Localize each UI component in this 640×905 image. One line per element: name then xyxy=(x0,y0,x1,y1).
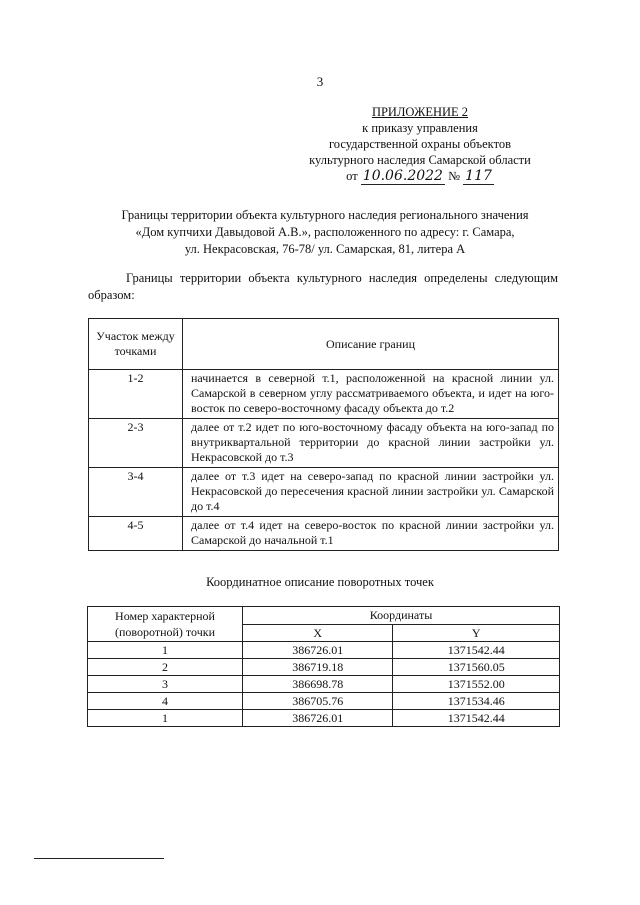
table-row xyxy=(89,517,559,551)
point-cell: 1 xyxy=(88,642,243,659)
intro-paragraph: Границы территории объекта культурного наследия определены следующим образом: xyxy=(88,271,558,302)
description-cell: далее от т.4 идет на северо-восток по красной линии застройки ул. Самарской до начальной т.1 xyxy=(183,517,559,551)
x-cell: 386726.01 xyxy=(243,710,393,727)
document-heading xyxy=(60,207,590,258)
appendix-line: государственной охраны объектов xyxy=(328,137,512,151)
segment-header: Участок между точками xyxy=(89,319,183,370)
heading-line: Границы территории объекта культурного наследия регионального значения xyxy=(121,208,529,222)
table-row xyxy=(89,468,559,517)
appendix-line: к приказу управления xyxy=(362,121,478,135)
coordinates-table xyxy=(87,606,560,727)
table-row xyxy=(88,710,560,727)
segment-cell: 2-3 xyxy=(89,419,183,468)
y-cell: 1371542.44 xyxy=(393,642,560,659)
point-cell: 4 xyxy=(88,693,243,710)
page-number: 3 xyxy=(316,74,324,89)
x-cell: 386726.01 xyxy=(243,642,393,659)
table-row xyxy=(89,370,559,419)
x-cell: 386698.78 xyxy=(243,676,393,693)
table-row xyxy=(89,419,559,468)
from-label: от xyxy=(346,169,358,183)
heading-line: ул. Некрасовская, 76-78/ ул. Самарская, 81, литера А xyxy=(184,242,466,256)
table-row xyxy=(88,676,560,693)
number-label: № xyxy=(448,169,461,183)
table-row xyxy=(88,642,560,659)
order-date-line xyxy=(346,168,494,184)
appendix-header xyxy=(270,104,570,184)
x-header: X xyxy=(243,624,393,642)
table-row xyxy=(88,659,560,676)
point-cell: 1 xyxy=(88,710,243,727)
coords-header: Координаты xyxy=(243,607,560,625)
appendix-title: ПРИЛОЖЕНИЕ 2 xyxy=(371,105,469,119)
y-cell: 1371552.00 xyxy=(393,676,560,693)
description-header: Описание границ xyxy=(183,319,559,370)
heading-line: «Дом купчихи Давыдовой А.В.», расположенного по адресу: г. Самара, xyxy=(135,225,515,239)
order-date: 10.06.2022 xyxy=(362,168,443,184)
coord-section-title: Координатное описание поворотных точек xyxy=(206,575,434,589)
y-header: Y xyxy=(393,624,560,642)
appendix-line: культурного наследия Самарской области xyxy=(309,153,531,167)
description-cell: далее от т.2 идет по юго-восточному фасаду объекта на юго-запад по внутриквартальной территории до красной линии застройки ул. Некрасовской до т.3 xyxy=(183,419,559,468)
order-number: 117 xyxy=(465,168,492,184)
point-cell: 3 xyxy=(88,676,243,693)
segment-cell: 4-5 xyxy=(89,517,183,551)
y-cell: 1371560.05 xyxy=(393,659,560,676)
y-cell: 1371542.44 xyxy=(393,710,560,727)
x-cell: 386705.76 xyxy=(243,693,393,710)
point-header: Номер характерной (поворотной) точки xyxy=(88,607,243,642)
point-cell: 2 xyxy=(88,659,243,676)
y-cell: 1371534.46 xyxy=(393,693,560,710)
description-cell: далее от т.3 идет на северо-запад по красной линии застройки ул. Некрасовской до пересечения красной линии застройки ул. Самарской до т.4 xyxy=(183,468,559,517)
table-row xyxy=(88,693,560,710)
footnote-divider xyxy=(34,858,164,859)
segment-cell: 1-2 xyxy=(89,370,183,419)
description-cell: начинается в северной т.1, расположенной на красной линии ул. Самарской в северном углу рассматриваемого объекта, и идет на юго-восток по северо-восточному фасаду объекта до т.2 xyxy=(183,370,559,419)
segment-cell: 3-4 xyxy=(89,468,183,517)
x-cell: 386719.18 xyxy=(243,659,393,676)
boundary-table xyxy=(88,318,559,551)
